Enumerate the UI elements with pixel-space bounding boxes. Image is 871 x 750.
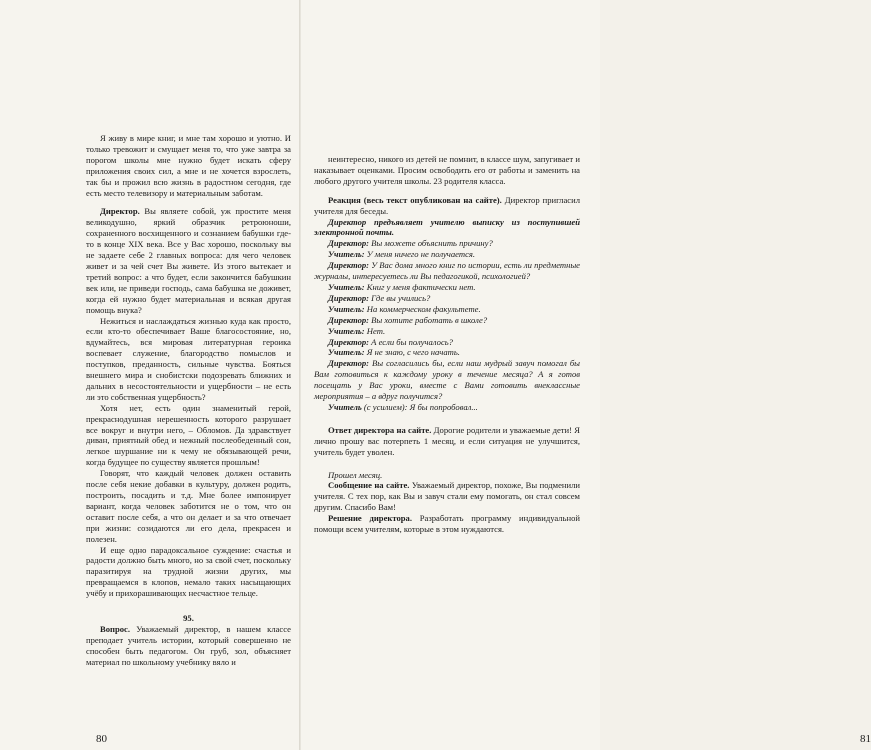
dialogue-speaker: Директор: [328, 260, 370, 271]
dialogue-line [314, 249, 580, 260]
paragraph: неинтересно, никого из детей не помнит, в классе шум, запугивает и наказывает оценками. Просим освободить его от работы и заменить на любого другого учителя школы. 23 родителя класса. [314, 154, 580, 186]
reaction-label: Реакция (весь текст опубликован на сайте). [328, 194, 502, 205]
dialogue-line [314, 315, 580, 326]
paragraph [314, 513, 580, 535]
dialogue-speaker: Учитель: [328, 249, 365, 260]
answer-label: Ответ директора на сайте. [328, 424, 432, 435]
dialogue-text: Вы согласились бы, если наш мудрый завуч помогал бы Вам готовиться к каждому уроку в течение месяца? А я готов посещать у Вас уроки, вместе с Вами готовить внеклассные мероприятия – а вдруг получится? [314, 358, 580, 402]
paragraph: Говорят, что каждый человек должен оставить после себя некие добавки в культуру, должен родить, построить, посадить и т.д. Мне более импонирует вариант, когда человек заботится не о том, что он оставит после себя, а что он делает и за что отвечает при жизни: созидаются ли его дела, прекрасен и полезен. [86, 468, 291, 544]
dialogue-line [314, 238, 580, 249]
question-number: 95. [183, 613, 194, 624]
dialogue-speaker: Учитель: [328, 325, 365, 336]
question-label: Вопрос. [100, 623, 131, 634]
dialogue-speaker: Учитель: [328, 281, 365, 292]
dialogue-text: Вы можете объяснить причину? [369, 238, 493, 249]
paragraph [86, 624, 291, 668]
paragraph-text: Дорогие родители и уважаемые дети! Я лично прошу вас потерпеть 1 месяц, и если ситуация не улучшится, учитель будет уволен. [314, 424, 580, 457]
paragraph-text: Уважаемый директор, в нашем классе преподает учитель истории, который совершенно не способен быть педагогом. Он груб, зол, объясняет материал по школьному учебнику вяло и [86, 623, 291, 667]
dialogue-line [314, 358, 580, 402]
dialogue [314, 238, 580, 413]
dialogue-line [314, 304, 580, 315]
dialogue-speaker: Директор: [328, 358, 370, 369]
paragraph [314, 425, 580, 458]
dialogue-line [314, 260, 580, 282]
message-label: Сообщение на сайте. [328, 480, 410, 491]
paragraph: Хотя нет, есть один знаменитый герой, прекраснодушная нерешенность которого разрушает все вокруг и внутри него, – Обломов. Да здравствует диван, приятный обед и нежный послеобеденный сон, легкое шуршание ни к чему не обязывающей речи, когда будущее по существу является прошлым! [86, 402, 291, 468]
paragraph-text: Вы являете собой, уж простите меня великодушно, яркий образчик ретроюноши, сохраненного восхищенного и сознанием бабушки где-то в конце XIX века. Все у Вас хорошо, поскольку вы не задаете себе 2 главных вопроса: для чего человек живет и за чей счет Вы живете. Из этого вытекает и третий вопрос: а что будет, если закончится бабушкин век или, не приведи господь, сама бабушка не доживет, когда ей нужно будет материальная и всякая другая помощь внука? [86, 206, 291, 315]
dialogue-speaker: Директор: [328, 292, 370, 303]
italic-intro: Директор предъявляет учителю выписку из поступившей электронной почты. [314, 216, 580, 238]
dialogue-line [314, 282, 580, 293]
dialogue-text: Вы хотите работать в школе? [369, 314, 488, 325]
paragraph-text: Разработать программу индивидуальной помощи всем учителям, которые в этом нуждаются. [314, 513, 580, 535]
dialogue-text: Где вы учились? [369, 292, 431, 303]
paragraph [314, 195, 580, 217]
dialogue-speaker: Директор: [328, 314, 370, 325]
right-page [300, 0, 871, 750]
speaker-label: Директор. [100, 206, 140, 217]
left-page-text [86, 133, 291, 668]
dialogue-text: На коммерческом факультете. [364, 303, 481, 314]
decision-label: Решение директора. [328, 513, 412, 524]
dialogue-line [314, 402, 580, 413]
paragraph: Нежиться и наслаждаться жизнью куда как просто, если кто-то обеспечивает Ваше благосостояние, но, вдумайтесь, вся мировая литературная героика воспевает служение, благородство помыслов и поступков, преданность, сильные чувства. Бояться внешнего мира и снобистски подозревать ближних и дальних в несостоятельности и ущербности – не есть ли это собственная ущербность? [86, 315, 291, 402]
dialogue-speaker: Учитель [328, 401, 362, 412]
paragraph: И еще одно парадоксальное суждение: счастья и радости должно быть много, но за свой счет, поскольку паразитируя на трудной жизни других, мы превращаемся в клопов, немало таких насыщающих учёбу и прихорашивающих несчастное тельце. [86, 544, 291, 599]
page-number-left: 80 [96, 733, 107, 745]
dialogue-text: Книг у меня фактически нет. [364, 281, 476, 292]
dialogue-text: А если бы получалось? [369, 336, 453, 347]
dialogue-speaker: Учитель: [328, 347, 365, 358]
dialogue-speaker: Учитель: [328, 303, 365, 314]
dialogue-line [314, 293, 580, 304]
dialogue-text: У Вас дома много книг по истории, есть ли предметные журналы, интересуетесь ли Вы педагогикой, психологией? [314, 260, 580, 282]
dialogue-speaker: Директор: [328, 238, 370, 249]
dialogue-line [314, 347, 580, 358]
month-later-note: Прошел месяц. [328, 469, 383, 480]
dialogue-text: Я не знаю, с чего начать. [364, 347, 460, 358]
page-number-right: 81 [860, 733, 871, 745]
left-page [0, 0, 300, 750]
dialogue-line [314, 337, 580, 348]
dialogue-line [314, 326, 580, 337]
paragraph: Я живу в мире книг, и мне там хорошо и уютно. И только тревожит и смущает меня то, что уже завтра за порогом школы мне нужно будет искать сферу приложения своих сил, а мне и не хочется взрослеть, так бы и прожил всю жизнь в радостном сегодня, где есть место телевизору и материальным заботам. [86, 133, 291, 198]
dialogue-speaker: Директор: [328, 336, 370, 347]
dialogue-text: Нет. [364, 325, 386, 336]
paragraph [314, 480, 580, 513]
paragraph-text: Уважаемый директор, похоже, Вы подменили учителя. С тех пор, как Вы и завуч стали ему помогать, он стал совсем другим. Спасибо Вам! [314, 480, 580, 513]
paragraph-text: Директор пригласил учителя для беседы. [314, 194, 580, 216]
dialogue-text: У меня ничего не получается. [364, 249, 476, 260]
paragraph [86, 206, 291, 315]
right-page-text [314, 154, 580, 535]
dialogue-text: (с усилием): Я бы попробовал... [361, 401, 478, 412]
